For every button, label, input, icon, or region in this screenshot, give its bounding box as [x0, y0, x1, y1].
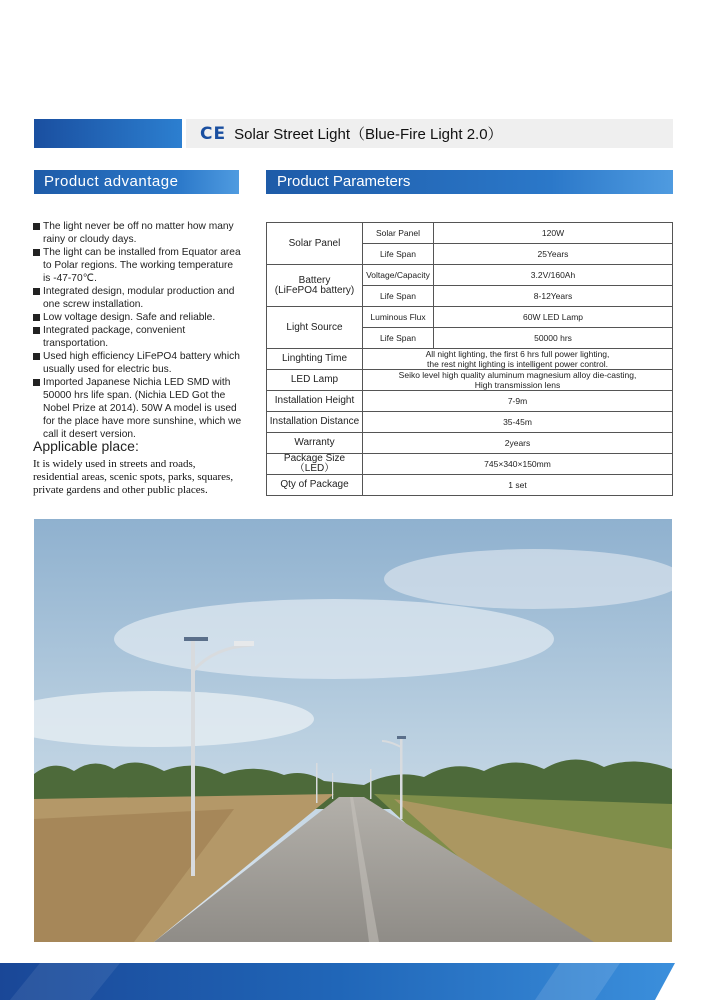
cell-value: 60W LED Lamp [434, 307, 673, 328]
product-advantage-header: Product advantage [34, 170, 239, 194]
street-light-pole [400, 739, 403, 819]
table-row [267, 349, 673, 370]
cell-value: 1 set [363, 475, 673, 496]
applicable-place-heading: Applicable place: [33, 438, 139, 454]
table-row [267, 475, 673, 496]
row-label: Installation Distance [267, 412, 363, 433]
row-label: Warranty [267, 433, 363, 454]
sub-label: Voltage/Capacity [363, 265, 434, 286]
row-label: Linghting Time [267, 349, 363, 370]
cell-value: 35-45m [363, 412, 673, 433]
applicable-place-text: It is widely used in streets and roads, residential areas, scenic spots, parks, squares, private gardens and other public places. [33, 458, 234, 496]
road-photo [34, 519, 672, 942]
ce-mark-icon: CE [200, 123, 227, 144]
row-label: Package Size（LED） [267, 454, 363, 475]
group-label: Light Source [267, 307, 363, 349]
row-label: Installation Height [267, 391, 363, 412]
cell-value: 7-9m [363, 391, 673, 412]
cell-value: 25Years [434, 244, 673, 265]
square-bullet-icon [33, 314, 40, 321]
list-item: Integrated design, modular production and one screw installation. [33, 285, 243, 311]
group-label: Battery (LiFePO4 battery) [267, 265, 363, 307]
square-bullet-icon [33, 379, 40, 386]
sub-label: Luminous Flux [363, 307, 434, 328]
cell-value: 120W [434, 223, 673, 244]
cell-value: 8-12Years [434, 286, 673, 307]
list-item: The light never be off no matter how many rainy or cloudy days. [33, 220, 243, 246]
table-row [267, 307, 673, 328]
square-bullet-icon [33, 288, 40, 295]
list-item: Used high efficiency LiFePO4 battery which usually used for electric bus. [33, 350, 243, 376]
square-bullet-icon [33, 249, 40, 256]
cell-value: 745×340×150mm [363, 454, 673, 475]
road-scene-image [34, 519, 672, 942]
list-item: Integrated package, convenient transportation. [33, 324, 243, 350]
cell-value: 2years [363, 433, 673, 454]
title-bar [186, 119, 673, 148]
bottom-band [0, 963, 707, 1000]
cell-value: 3.2V/160Ah [434, 265, 673, 286]
group-label: Solar Panel [267, 223, 363, 265]
cell-value: 50000 hrs [434, 328, 673, 349]
solar-panel-icon [184, 637, 208, 641]
advantage-list [33, 220, 243, 441]
page-title: Solar Street Light（Blue-Fire Light 2.0） [234, 126, 503, 143]
table-row [267, 370, 673, 391]
table-row [267, 391, 673, 412]
table-row [267, 412, 673, 433]
sub-label: Life Span [363, 244, 434, 265]
product-parameters-header: Product Parameters [266, 170, 673, 194]
sub-label: Life Span [363, 286, 434, 307]
square-bullet-icon [33, 327, 40, 334]
sub-label: Solar Panel [363, 223, 434, 244]
table-row [267, 433, 673, 454]
cell-value: Seiko level high quality aluminum magnesium alloy die-casting, High transmission lens [363, 370, 673, 391]
street-light-pole [191, 641, 195, 876]
list-item: Imported Japanese Nichia LED SMD with 50000 hrs life span. (Nichia LED Got the Nobel Prize at 2014). 50W A model is used for the place have more sunshine, which we call it desert version. [33, 376, 243, 441]
parameters-table [266, 222, 673, 496]
title-accent-bar [34, 119, 182, 148]
table-row [267, 454, 673, 475]
sub-label: Life Span [363, 328, 434, 349]
square-bullet-icon [33, 353, 40, 360]
row-label: LED Lamp [267, 370, 363, 391]
table-row [267, 223, 673, 244]
cell-value: All night lighting, the first 6 hrs full power lighting, the rest night lighting is intelligent power control. [363, 349, 673, 370]
list-item: Low voltage design. Safe and reliable. [33, 311, 243, 324]
table-row [267, 265, 673, 286]
square-bullet-icon [33, 223, 40, 230]
list-item: The light can be installed from Equator area to Polar regions. The working temperature is -47-70℃. [33, 246, 243, 285]
row-label: Qty of Package [267, 475, 363, 496]
